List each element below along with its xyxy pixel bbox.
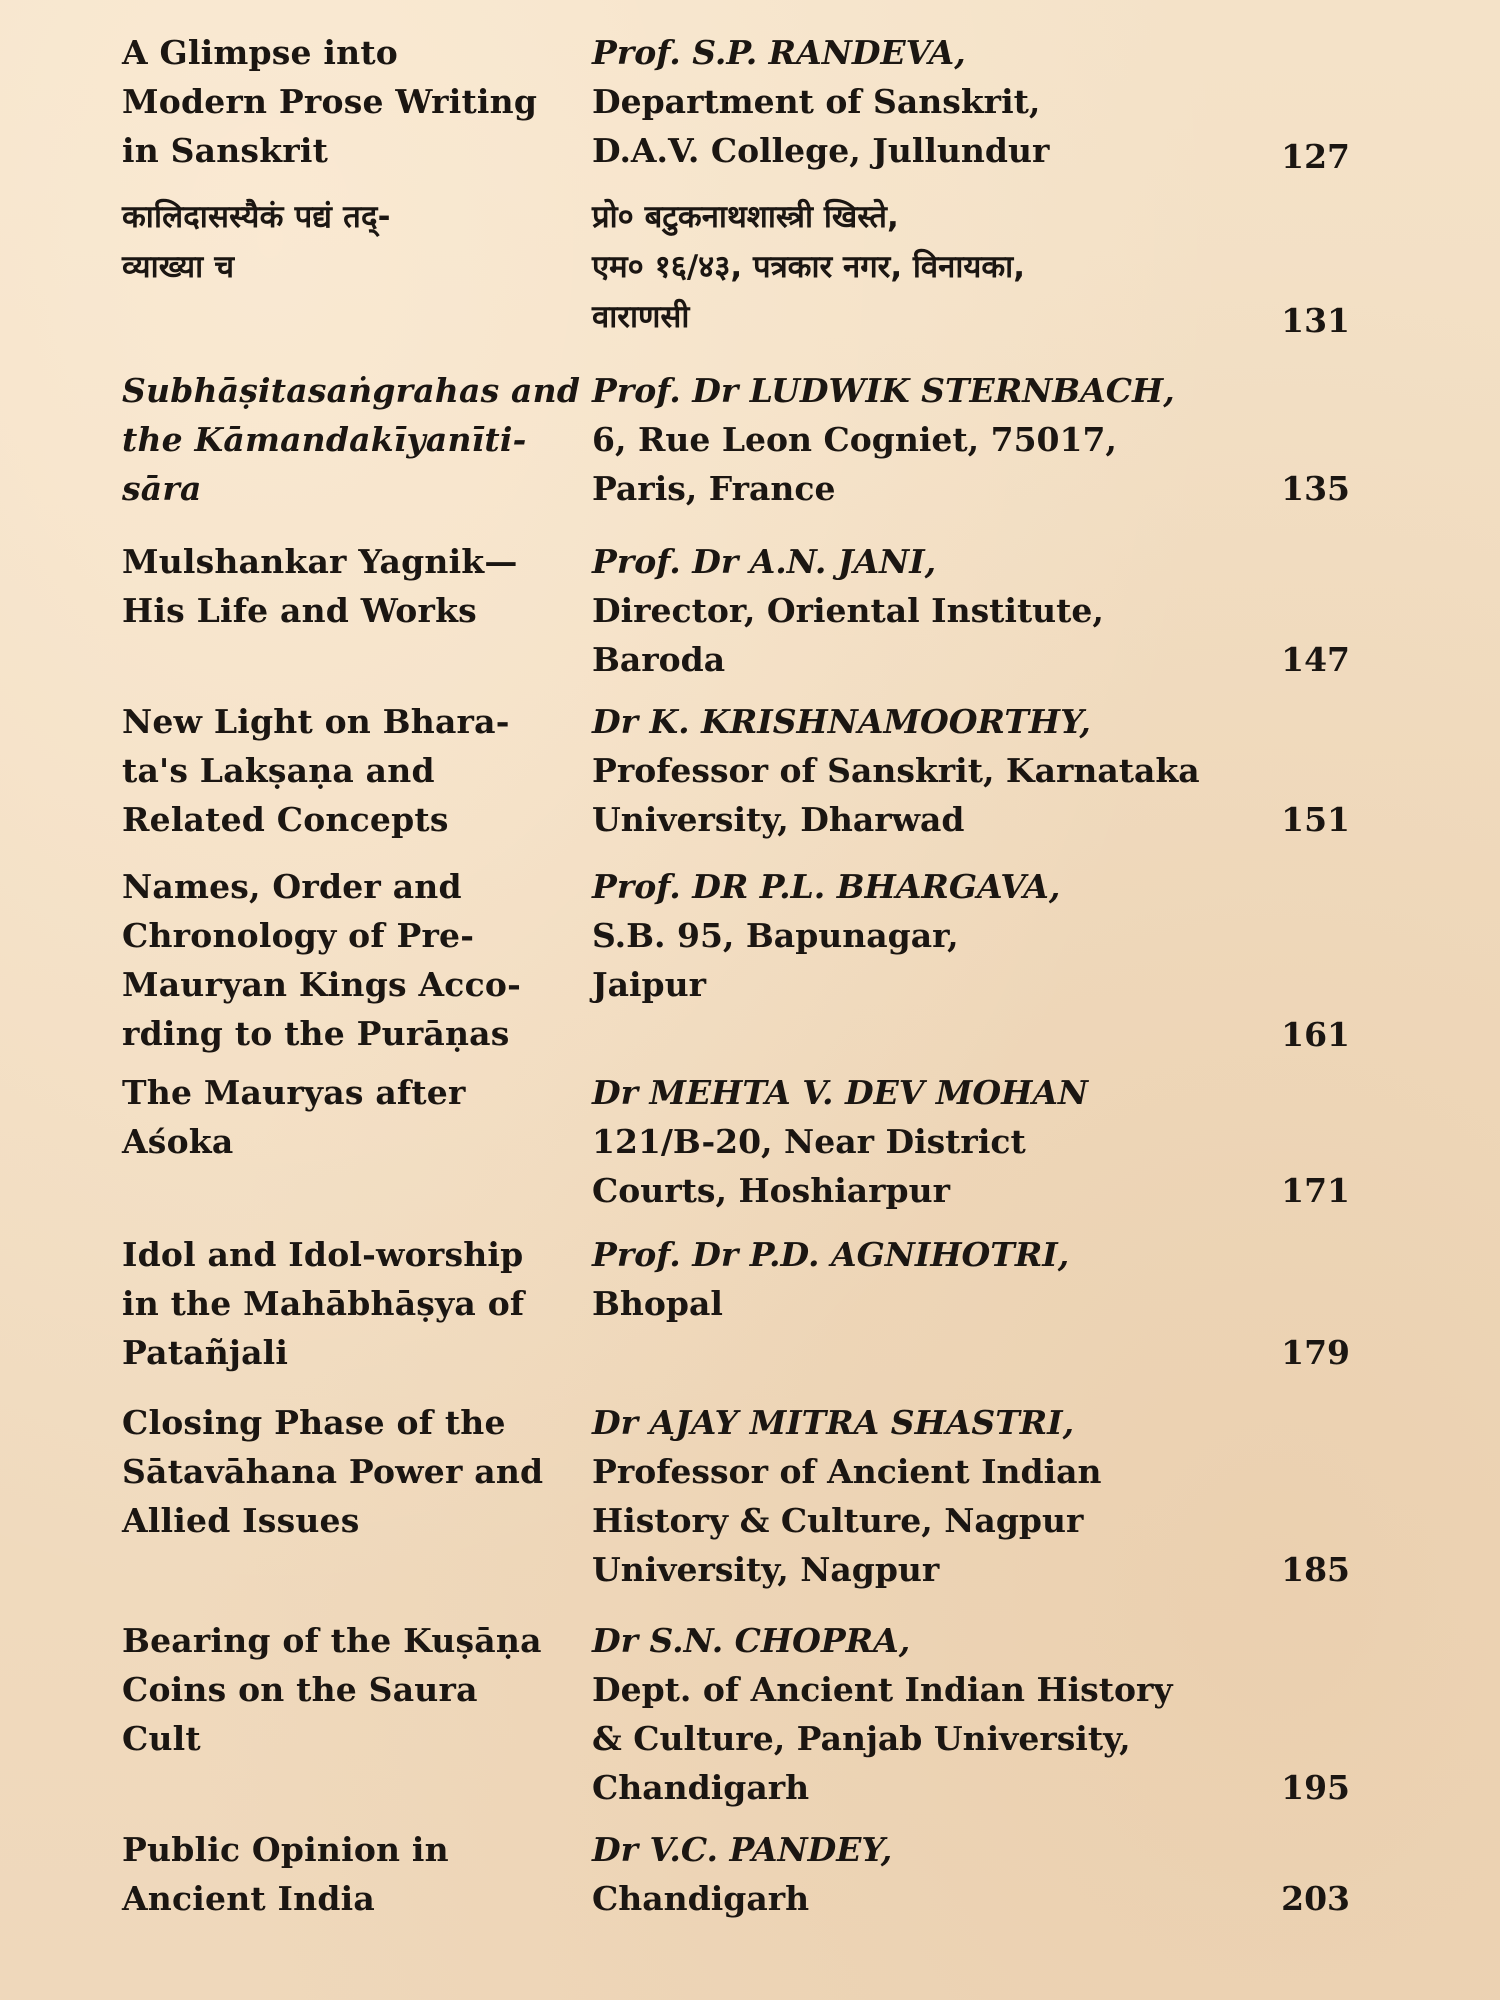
entry-title bbox=[122, 1230, 582, 1377]
page-number: 131 bbox=[1281, 301, 1350, 340]
author-name: प्रो० बटुकनाथशास्त्री खिस्ते, bbox=[592, 199, 899, 235]
page-number: 151 bbox=[1281, 800, 1350, 839]
title-line: Sātavāhana Power and bbox=[122, 1452, 544, 1491]
author-name: Prof. Dr LUDWIK STERNBACH, bbox=[592, 371, 1175, 410]
title-line: Patañjali bbox=[122, 1333, 289, 1372]
title-line: Modern Prose Writing bbox=[122, 82, 538, 121]
entry-title bbox=[122, 1068, 582, 1166]
entry-author bbox=[592, 862, 1282, 1009]
title-line: Coins on the Saura bbox=[122, 1670, 478, 1709]
title-line: in Sanskrit bbox=[122, 131, 329, 170]
author-name: Dr V.C. PANDEY, bbox=[592, 1830, 893, 1869]
title-line: Idol and Idol-worship bbox=[122, 1235, 524, 1274]
author-name: Dr AJAY MITRA SHASTRI, bbox=[592, 1403, 1075, 1442]
title-line: The Mauryas after bbox=[122, 1073, 466, 1112]
title-line: Closing Phase of the bbox=[122, 1403, 506, 1442]
entry-title bbox=[122, 1825, 582, 1923]
title-line: Related Concepts bbox=[122, 800, 449, 839]
affiliation-line: S.B. 95, Bapunagar, bbox=[592, 916, 959, 955]
page-number: 195 bbox=[1281, 1768, 1350, 1807]
title-line: Mauryan Kings Acco- bbox=[122, 965, 521, 1004]
affiliation-line: Chandigarh bbox=[592, 1768, 810, 1807]
entry-author bbox=[592, 1398, 1282, 1594]
title-line: Cult bbox=[122, 1719, 201, 1758]
affiliation-line: & Culture, Panjab University, bbox=[592, 1719, 1131, 1758]
title-line: Allied Issues bbox=[122, 1501, 360, 1540]
entry-author bbox=[592, 697, 1282, 844]
title-line: Mulshankar Yagnik— bbox=[122, 542, 518, 581]
entry-title bbox=[122, 537, 582, 635]
title-line: Names, Order and bbox=[122, 867, 462, 906]
entry-author bbox=[592, 537, 1282, 684]
author-name: Dr K. KRISHNAMOORTHY, bbox=[592, 702, 1091, 741]
author-name: Dr MEHTA V. DEV MOHAN bbox=[592, 1073, 1089, 1112]
title-line: Bearing of the Kuṣāṇa bbox=[122, 1621, 542, 1660]
entry-title bbox=[122, 192, 582, 292]
author-name: Prof. DR P.L. BHARGAVA, bbox=[592, 867, 1061, 906]
entry-author bbox=[592, 1825, 1282, 1923]
entry-title bbox=[122, 28, 582, 175]
affiliation-line: 6, Rue Leon Cogniet, 75017, bbox=[592, 420, 1117, 459]
entry-title bbox=[122, 862, 582, 1058]
entry-author bbox=[592, 192, 1282, 342]
page-number: 147 bbox=[1281, 640, 1350, 679]
title-line: कालिदासस्यैकं पद्यं तद्- bbox=[122, 199, 391, 235]
title-line: sāra bbox=[122, 469, 202, 508]
affiliation-line: 121/B-20, Near District bbox=[592, 1122, 1026, 1161]
affiliation-line: Bhopal bbox=[592, 1284, 723, 1323]
author-name: Dr S.N. CHOPRA, bbox=[592, 1621, 911, 1660]
page-number: 135 bbox=[1281, 469, 1350, 508]
affiliation-line: वाराणसी bbox=[592, 299, 690, 335]
affiliation-line: Baroda bbox=[592, 640, 726, 679]
title-line: Ancient India bbox=[122, 1879, 375, 1918]
entry-title bbox=[122, 366, 582, 513]
entry-author bbox=[592, 366, 1282, 513]
title-line: Aśoka bbox=[122, 1122, 234, 1161]
title-line: Public Opinion in bbox=[122, 1830, 449, 1869]
author-name: Prof. S.P. RANDEVA, bbox=[592, 33, 966, 72]
affiliation-line: University, Nagpur bbox=[592, 1550, 940, 1589]
page-number: 203 bbox=[1281, 1879, 1350, 1918]
affiliation-line: D.A.V. College, Jullundur bbox=[592, 131, 1050, 170]
affiliation-line: Department of Sanskrit, bbox=[592, 82, 1041, 121]
entry-title bbox=[122, 697, 582, 844]
title-line: His Life and Works bbox=[122, 591, 477, 630]
title-line: व्याख्या च bbox=[122, 249, 235, 285]
affiliation-line: एम० १६/४३, पत्रकार नगर, विनायका, bbox=[592, 249, 1025, 285]
page-number: 185 bbox=[1281, 1550, 1350, 1589]
page-number: 179 bbox=[1281, 1333, 1350, 1372]
affiliation-line: Professor of Sanskrit, Karnataka bbox=[592, 751, 1200, 790]
title-line: A Glimpse into bbox=[122, 33, 398, 72]
entry-author bbox=[592, 1230, 1282, 1328]
entry-author bbox=[592, 1616, 1282, 1812]
page-number: 171 bbox=[1281, 1171, 1350, 1210]
title-line: Subhāṣitasaṅgrahas and bbox=[122, 371, 581, 410]
title-line: ta's Lakṣaṇa and bbox=[122, 751, 435, 790]
page-number: 127 bbox=[1281, 137, 1350, 176]
title-line: the Kāmandakīyanīti- bbox=[122, 420, 527, 459]
entry-title bbox=[122, 1616, 582, 1763]
title-line: rding to the Purāṇas bbox=[122, 1014, 510, 1053]
affiliation-line: Director, Oriental Institute, bbox=[592, 591, 1104, 630]
affiliation-line: Jaipur bbox=[592, 965, 706, 1004]
entry-author bbox=[592, 1068, 1282, 1215]
author-name: Prof. Dr P.D. AGNIHOTRI, bbox=[592, 1235, 1070, 1274]
page-number: 161 bbox=[1281, 1015, 1350, 1054]
entry-author bbox=[592, 28, 1282, 175]
affiliation-line: Professor of Ancient Indian bbox=[592, 1452, 1102, 1491]
title-line: Chronology of Pre- bbox=[122, 916, 475, 955]
entry-title bbox=[122, 1398, 582, 1545]
affiliation-line: University, Dharwad bbox=[592, 800, 965, 839]
author-name: Prof. Dr A.N. JANI, bbox=[592, 542, 937, 581]
title-line: New Light on Bhara- bbox=[122, 702, 510, 741]
title-line: in the Mahābhāṣya of bbox=[122, 1284, 525, 1323]
affiliation-line: Courts, Hoshiarpur bbox=[592, 1171, 950, 1210]
affiliation-line: Paris, France bbox=[592, 469, 836, 508]
affiliation-line: Chandigarh bbox=[592, 1879, 810, 1918]
affiliation-line: History & Culture, Nagpur bbox=[592, 1501, 1084, 1540]
affiliation-line: Dept. of Ancient Indian History bbox=[592, 1670, 1173, 1709]
